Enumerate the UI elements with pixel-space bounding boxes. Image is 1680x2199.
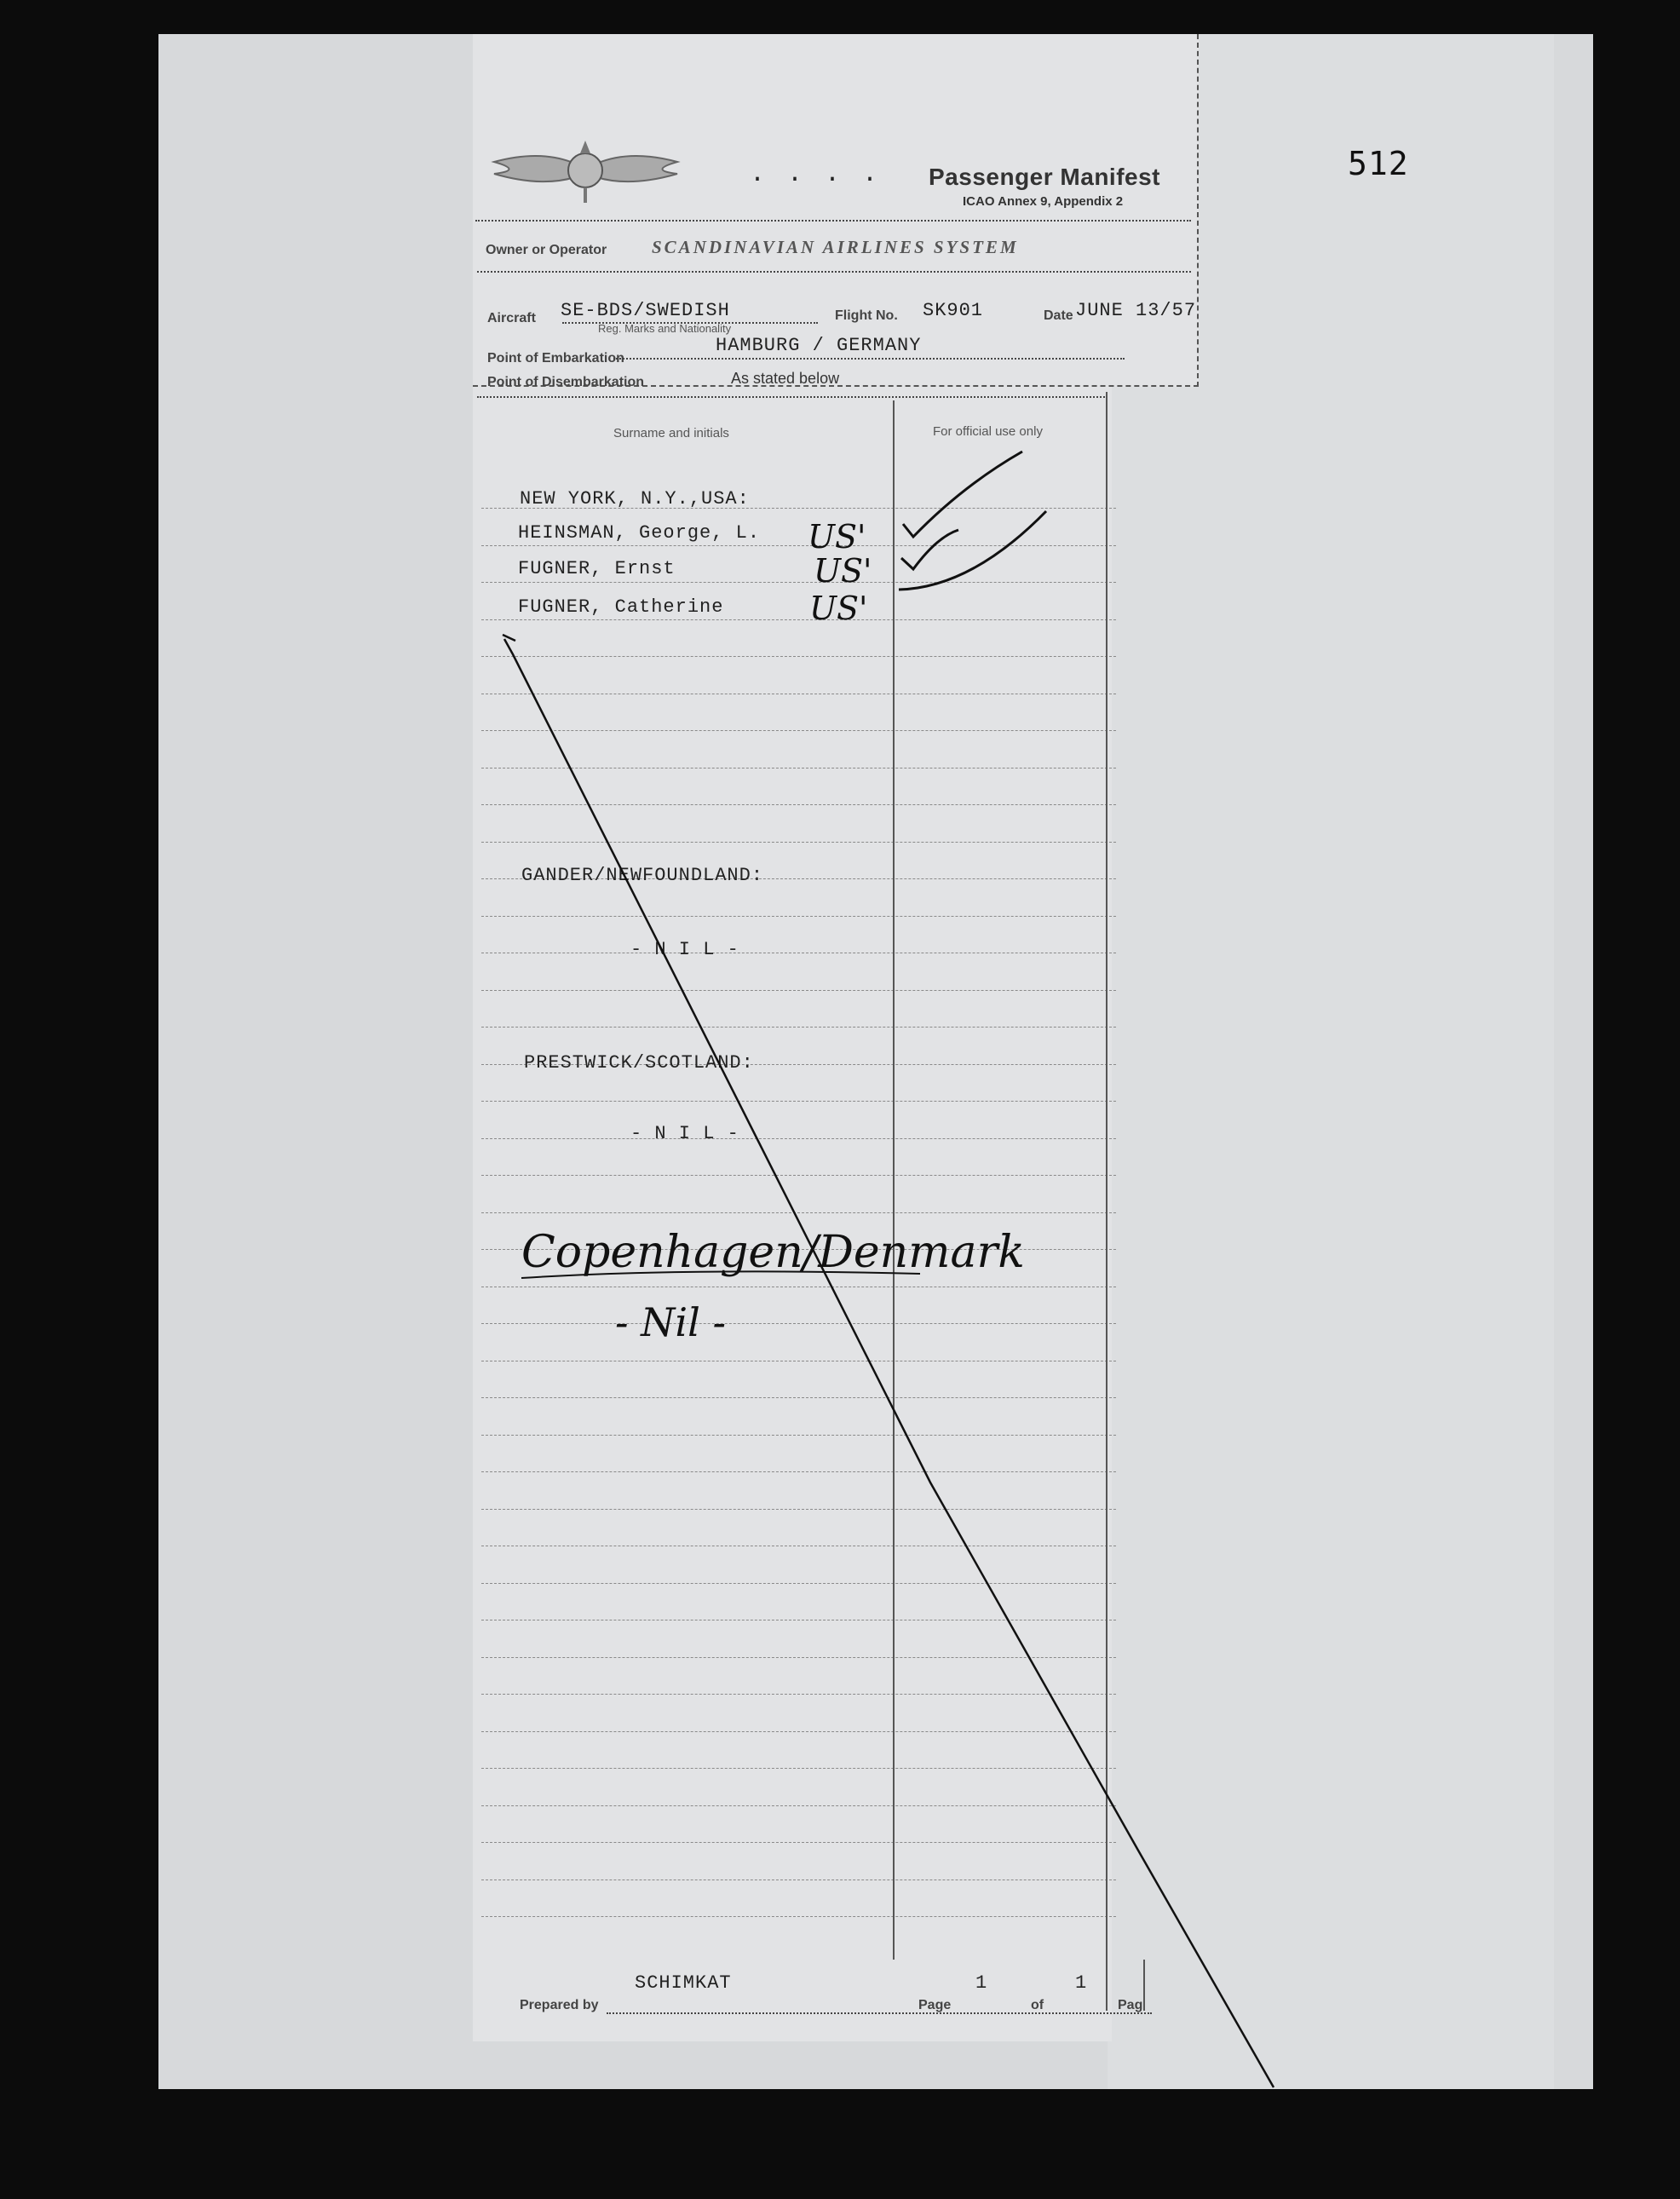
form-row-line bbox=[481, 1842, 1116, 1843]
airline-wing-logo-icon bbox=[490, 136, 682, 204]
owner-rule bbox=[477, 271, 1191, 273]
form-row-line bbox=[481, 1694, 1116, 1695]
passenger-row-2: FUGNER, Ernst bbox=[518, 558, 676, 579]
passenger-row-1: HEINSMAN, George, L. bbox=[518, 522, 761, 544]
page-label: Page bbox=[918, 1998, 952, 2012]
form-row-line bbox=[481, 1175, 1116, 1176]
flight-label: Flight No. bbox=[835, 308, 898, 323]
form-row-line bbox=[481, 1768, 1116, 1769]
destination-prestwick: PRESTWICK/SCOTLAND: bbox=[524, 1052, 754, 1074]
aircraft-value: SE-BDS/SWEDISH bbox=[561, 300, 730, 321]
column-header-names: Surname and initials bbox=[613, 426, 729, 440]
handwritten-mark-3: US' bbox=[809, 590, 868, 627]
column-header-official: For official use only bbox=[933, 424, 1043, 439]
form-row-line bbox=[481, 1731, 1116, 1732]
destination-copenhagen: Copenhagen/Denmark bbox=[521, 1227, 1025, 1278]
form-row-line bbox=[481, 1583, 1116, 1584]
passenger-row-3: FUGNER, Catherine bbox=[518, 596, 724, 618]
nil-copenhagen: - Nil - bbox=[615, 1299, 727, 1345]
manifest-header bbox=[473, 34, 1199, 387]
header-rule bbox=[475, 220, 1191, 222]
column-divider bbox=[1106, 392, 1108, 2011]
form-row-line bbox=[481, 582, 1116, 583]
embark-label: Point of Embarkation bbox=[487, 351, 624, 366]
nil-gander: - N I L - bbox=[630, 939, 739, 960]
form-row-line bbox=[481, 990, 1116, 991]
form-row-line bbox=[481, 1805, 1116, 1806]
disembark-value: As stated below bbox=[731, 370, 840, 387]
pages-label: Pag bbox=[1118, 1998, 1143, 2012]
flight-value: SK901 bbox=[923, 300, 984, 321]
footer-rule bbox=[607, 2012, 1152, 2014]
destination-new-york: NEW YORK, N.Y.,USA: bbox=[520, 488, 750, 509]
handwritten-mark-2: US' bbox=[814, 552, 872, 590]
disembark-rule bbox=[477, 396, 1108, 398]
form-row-line bbox=[481, 916, 1116, 917]
form-row-line bbox=[481, 1138, 1116, 1139]
nil-prestwick: - N I L - bbox=[630, 1123, 739, 1144]
date-label: Date bbox=[1044, 308, 1073, 323]
disembark-label: Point of Disembarkation bbox=[487, 375, 645, 389]
form-row-line bbox=[481, 1509, 1116, 1510]
embark-rule bbox=[613, 358, 1125, 360]
page-number: 1 bbox=[975, 1972, 988, 1994]
form-row-line bbox=[481, 1916, 1116, 1917]
frame-number: 512 bbox=[1348, 145, 1409, 182]
form-row-line bbox=[481, 804, 1116, 805]
manifest-subtitle: ICAO Annex 9, Appendix 2 bbox=[963, 194, 1124, 209]
form-row-line bbox=[481, 545, 1116, 546]
column-divider bbox=[893, 400, 895, 1960]
aircraft-rule bbox=[562, 322, 818, 324]
aircraft-label: Aircraft bbox=[487, 311, 536, 325]
form-row-line bbox=[481, 619, 1116, 620]
embark-value: HAMBURG / GERMANY bbox=[716, 335, 922, 356]
form-row-line bbox=[481, 1657, 1116, 1658]
owner-value: SCANDINAVIAN AIRLINES SYSTEM bbox=[652, 237, 1019, 257]
header-dots: . . . . bbox=[750, 160, 882, 189]
prepared-by-value: SCHIMKAT bbox=[635, 1972, 732, 1994]
column-divider bbox=[1143, 1960, 1145, 2011]
form-row-line bbox=[481, 1471, 1116, 1472]
manifest-title: Passenger Manifest bbox=[929, 164, 1160, 190]
page-total: 1 bbox=[1075, 1972, 1088, 1994]
form-row-line bbox=[481, 842, 1116, 843]
form-row-line bbox=[481, 1212, 1116, 1213]
form-row-line bbox=[481, 1323, 1116, 1324]
form-row-line bbox=[481, 656, 1116, 657]
handwritten-mark-1: US' bbox=[808, 518, 866, 556]
form-row-line bbox=[481, 1027, 1116, 1028]
aircraft-sublabel: Reg. Marks and Nationality bbox=[598, 322, 732, 335]
owner-label: Owner or Operator bbox=[486, 243, 607, 257]
destination-gander: GANDER/NEWFOUNDLAND: bbox=[521, 865, 764, 886]
prepared-by-label: Prepared by bbox=[520, 1998, 599, 2012]
form-row-line bbox=[481, 730, 1116, 731]
form-row-line bbox=[481, 1397, 1116, 1398]
form-row-line bbox=[481, 1101, 1116, 1102]
of-label: of bbox=[1031, 1998, 1044, 2012]
form-row-line bbox=[481, 1435, 1116, 1436]
date-value: JUNE 13/57 bbox=[1075, 300, 1197, 321]
